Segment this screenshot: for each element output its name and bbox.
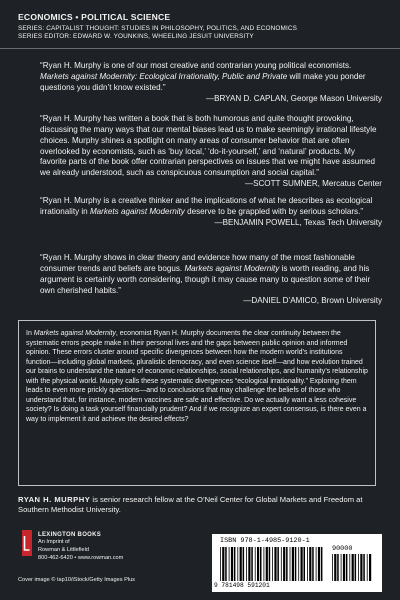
- category-label: ECONOMICS • POLITICAL SCIENCE: [18, 12, 171, 22]
- header-divider: [0, 48, 400, 49]
- endorsement-quote: [40, 61, 382, 104]
- quote-book-title: Markets against Modernity: Ecological Irrationality, Public and Private: [40, 71, 288, 81]
- publisher-info: [38, 531, 123, 562]
- quote-text: “Ryan H. Murphy is a creative thinker and the implications of what he describes as ecological irrationality in: [40, 196, 373, 216]
- ean-barcode-bars: [220, 547, 324, 581]
- series-editor-label: SERIES EDITOR: EDWARD W. YOUNKINS, WHEELING JESUIT UNIVERSITY: [18, 33, 254, 41]
- author-bio-text: is senior research fellow at the O’Neil Center for Global Markets and Freedom at Southern Methodist University.: [18, 495, 363, 515]
- price-code: 90000: [332, 545, 353, 553]
- endorsement-quote: [40, 196, 382, 229]
- quote-attribution: —BRYAN D. CAPLAN, George Mason University: [205, 93, 382, 103]
- endorsement-quote: [40, 253, 382, 307]
- publisher-contact: 800-462-6420 • www.rowman.com: [38, 554, 124, 561]
- publisher-parent: Rowman & Littlefield: [38, 546, 89, 553]
- description-text: , economist Ryan H. Murphy documents the clear continuity between the systematic errors people make in their personal lives and the gaps between public opinion and informed opinion. These errors cluster around specific divergences between how the modern world’s institutions function—including global markets, pluralistic democracy, and even science itself—and how evolution trained our brains to understand the nature of economic relationships, social relationships, and humanity’s relationship with the physical world. Murphy calls these systematic divergences “ecological irrationality.” Exploring them leads to even more prickly questions—and to conclusions that may challenge the beliefs of those who understand that, for instance, modern vaccines are safe and effective. Do we actually want a less cohesive society? Is doing a task yourself financially prudent? And if we recognize an expert consensus, is there even a way to implement it and achieve the desired effects?: [26, 330, 368, 423]
- isbn-text: ISBN 978-1-4985-9120-1: [220, 537, 310, 545]
- quote-text: is worth reading, and his argument is certainly worth considering, though it may cause many to question some of their own cherished habits.”: [40, 263, 371, 295]
- quote-book-title: Markets against Modernity: [89, 206, 185, 216]
- isbn-barcode: [212, 534, 382, 592]
- quote-attribution: —BENJAMIN POWELL, Texas Tech University: [214, 217, 382, 227]
- publisher-name: LEXINGTON BOOKS: [38, 532, 102, 538]
- author-bio: [18, 495, 380, 515]
- cover-image-credit: Cover image © tap10/iStock/Getty Images Plus: [18, 577, 135, 583]
- quote-text: deserve to be grappled with by serious scholars.”: [184, 206, 364, 216]
- description-lead: In: [26, 330, 34, 337]
- book-description-box: [18, 320, 376, 486]
- quote-attribution: —DANIEL D’AMICO, Brown University: [243, 296, 382, 306]
- quote-attribution: —SCOTT SUMNER, Mercatus Center: [244, 179, 382, 189]
- author-name: RYAN H. MURPHY: [18, 495, 91, 504]
- back-cover-header: [18, 12, 388, 42]
- publisher-logo-icon: [22, 530, 32, 556]
- quote-text: will make you ponder questions you didn’t know existed.”: [40, 71, 366, 92]
- quote-text: “Ryan H. Murphy is one of our most creative and contrarian young political economists.: [40, 61, 352, 70]
- description-book-title: Markets against Modernity: [33, 330, 116, 337]
- endorsement-quote: [40, 114, 382, 190]
- publisher-imprint-line: An Imprint of: [38, 539, 70, 546]
- quote-book-title: Markets against Modernity: [184, 263, 280, 273]
- barcode-digits: 9 781498 591201: [214, 582, 270, 589]
- quote-text: “Ryan H. Murphy shows in clear theory and evidence how many of the most fashionable consumer trends and beliefs are bogus.: [40, 253, 355, 273]
- addon-barcode-bars: [332, 554, 372, 581]
- series-label: SERIES: CAPITALIST THOUGHT: STUDIES IN PHILOSOPHY, POLITICS, AND ECONOMICS: [18, 25, 298, 32]
- quote-text: “Ryan H. Murphy has written a book that is both humorous and quite thought provoking, discussing the many ways that our mental biases lead us to make seemingly irrational lifestyle choices. Murphy shines a spotlight on many areas of consumer behavior that are often overlooked by economists, such as ‘buy local,’ ‘do-it-yourself,’ and ‘natural’ products. My favorite parts of the book offer contrarian perspectives on issues that we might have assumed we already understood, such as conspicuous consumption and social capital.”: [40, 114, 377, 178]
